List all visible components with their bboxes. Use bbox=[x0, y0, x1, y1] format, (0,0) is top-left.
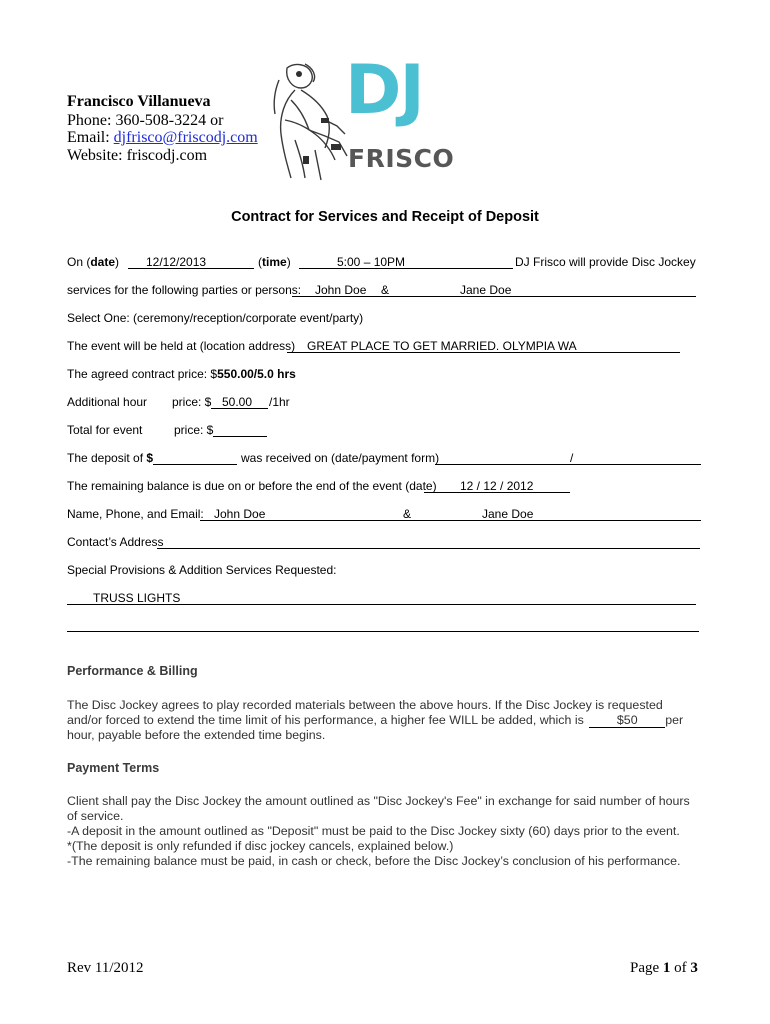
date-label: On (date) bbox=[67, 255, 120, 269]
contact-label: Name, Phone, and Email: bbox=[67, 507, 204, 521]
address-label: Contact’s Address bbox=[67, 535, 164, 549]
dj-figure-icon bbox=[265, 60, 355, 184]
email-link[interactable]: djfrisco@friscodj.com bbox=[113, 129, 258, 146]
payment-line-3: -A deposit in the amount outlined as "Deposit" must be paid to the Disc Jockey sixty (60) days prior to the event. bbox=[67, 824, 680, 838]
time-label: (time) bbox=[258, 255, 291, 269]
page-number: Page 1 of 3 bbox=[630, 960, 698, 976]
additional-price-label: price: $ bbox=[172, 395, 212, 409]
deposit-received-label: was received on (date/payment form) bbox=[241, 451, 440, 465]
provisions-field-2[interactable] bbox=[67, 618, 699, 632]
header-phone: Phone: 360-508-3224 or bbox=[67, 112, 224, 129]
overtime-fee-field[interactable]: $50 bbox=[589, 714, 665, 728]
performance-heading: Performance & Billing bbox=[67, 664, 198, 678]
location-label: The event will be held at (location address) bbox=[67, 339, 296, 353]
provider-text: DJ Frisco will provide Disc Jockey bbox=[515, 255, 696, 269]
performance-line-1: The Disc Jockey agrees to play recorded materials between the above hours. If the Disc Jockey is requested bbox=[67, 698, 663, 712]
total-price-label: price: $ bbox=[174, 423, 214, 437]
provisions-label: Special Provisions & Addition Services Requested: bbox=[67, 563, 337, 577]
event-type-select[interactable]: Select One: (ceremony/reception/corporate event/party) bbox=[67, 311, 364, 325]
balance-label: The remaining balance is due on or before the end of the event (date) bbox=[67, 479, 437, 493]
logo-frisco-text: FRISCO bbox=[348, 144, 455, 173]
deposit-amount-field[interactable] bbox=[153, 451, 237, 465]
provisions-field-1[interactable]: TRUSS LIGHTS bbox=[67, 591, 696, 605]
contract-price-value: 550.00/5.0 hrs bbox=[217, 367, 296, 381]
performance-line-3: hour, payable before the extended time begins. bbox=[67, 728, 326, 742]
dj-frisco-logo bbox=[265, 51, 470, 184]
parties-label: services for the following parties or persons: bbox=[67, 283, 302, 297]
deposit-label: The deposit of $ bbox=[67, 451, 154, 465]
payment-line-2: of service. bbox=[67, 809, 124, 823]
parties-field[interactable]: John Doe & Jane Doe bbox=[292, 283, 696, 297]
additional-price-field[interactable]: 50.00 bbox=[211, 395, 268, 409]
time-field[interactable]: 5:00 – 10PM bbox=[299, 255, 513, 269]
header-name: Francisco Villanueva bbox=[67, 93, 211, 110]
logo-dj-text: DJ bbox=[345, 51, 423, 130]
deposit-date-field[interactable]: / bbox=[435, 451, 701, 465]
location-field[interactable]: GREAT PLACE TO GET MARRIED. OLYMPIA WA bbox=[287, 339, 680, 353]
additional-suffix: /1hr bbox=[269, 395, 290, 409]
revision-label: Rev 11/2012 bbox=[67, 960, 144, 976]
contract-price: The agreed contract price: $550.00/5.0 hrs bbox=[67, 367, 296, 381]
additional-hour-label: Additional hour bbox=[67, 395, 148, 409]
payment-heading: Payment Terms bbox=[67, 761, 160, 775]
payment-line-1: Client shall pay the Disc Jockey the amount outlined as "Disc Jockey's Fee" in exchange for said number of hours bbox=[67, 794, 690, 808]
payment-line-4: *(The deposit is only refunded if disc jockey cancels, explained below.) bbox=[67, 839, 454, 853]
contact-field[interactable]: John Doe & Jane Doe bbox=[200, 507, 701, 521]
date-field[interactable]: 12/12/2013 bbox=[128, 255, 254, 269]
page-title: Contract for Services and Receipt of Deposit bbox=[231, 209, 539, 225]
header-website: Website: friscodj.com bbox=[67, 147, 208, 164]
balance-date-field[interactable]: 12 / 12 / 2012 bbox=[424, 479, 570, 493]
total-price-field[interactable] bbox=[213, 423, 267, 437]
performance-line-2: and/or forced to extend the time limit of his performance, a higher fee WILL be added, which is $50 per bbox=[67, 713, 684, 727]
header-email-line bbox=[67, 129, 258, 147]
email-label: Email: bbox=[67, 129, 114, 146]
address-field[interactable] bbox=[157, 535, 700, 549]
total-label: Total for event bbox=[67, 423, 143, 437]
payment-line-5: -The remaining balance must be paid, in cash or check, before the Disc Jockey’s conclusion of his performance. bbox=[67, 854, 681, 868]
